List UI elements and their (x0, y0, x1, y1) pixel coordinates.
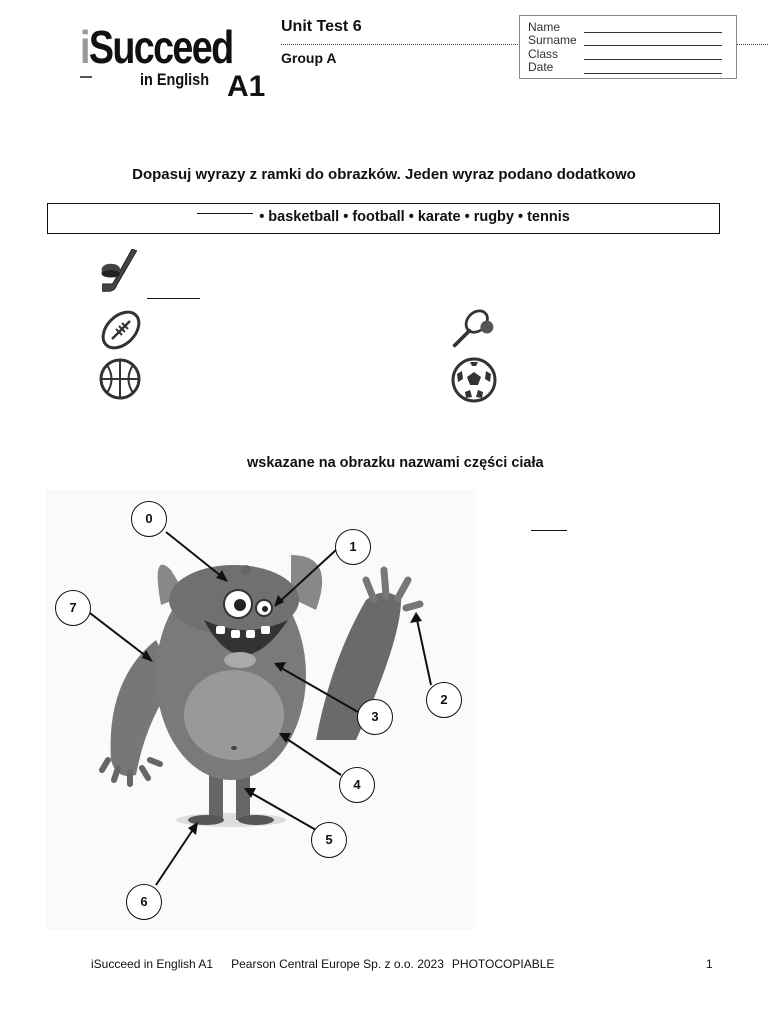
footer (91, 957, 572, 971)
hockey-icon (98, 249, 144, 295)
surname-field[interactable] (584, 45, 722, 46)
tennis-icon (451, 305, 497, 351)
label-5: 5 (311, 822, 347, 858)
group-label: Group A (281, 50, 337, 66)
label-0: 0 (131, 501, 167, 537)
class-field[interactable] (584, 59, 722, 60)
exercise1-instruction: Dopasuj wyrazy z ramki do obrazków. Jeden wyraz podano dodatkowo (132, 166, 636, 183)
footer-book: iSucceed in English A1 (91, 957, 214, 971)
logo-level: A1 (227, 70, 266, 103)
monster-illustration (46, 490, 476, 930)
example-blank (197, 213, 253, 214)
hockey-answer-line[interactable] (147, 298, 200, 299)
label-3: 3 (357, 699, 393, 735)
football-icon (451, 357, 497, 403)
page-number: 1 (706, 957, 713, 971)
rugby-ball-icon (98, 307, 144, 353)
name-field[interactable] (584, 32, 722, 33)
label-1: 1 (335, 529, 371, 565)
body-part-example-line[interactable] (531, 530, 567, 531)
basketball-icon (98, 357, 144, 403)
footer-note: PHOTOCOPIABLE (451, 957, 555, 971)
unit-title: Unit Test 6 (281, 18, 362, 35)
footer-publisher: Pearson Central Europe Sp. z o.o. 2023 (231, 957, 444, 971)
logo-underline (80, 76, 92, 78)
word-list-text: • basketball • football • karate • rugby • tennis (259, 209, 570, 225)
logo-brand: iSucceed (80, 21, 233, 73)
label-4: 4 (339, 767, 375, 803)
label-7: 7 (55, 590, 91, 626)
class-label: Class (528, 47, 559, 61)
surname-label: Surname (528, 33, 577, 47)
exercise2-instruction: wskazane na obrazku nazwami części ciała (247, 455, 544, 471)
word-box (47, 203, 720, 234)
logo-subtitle: in English (140, 70, 210, 89)
date-field[interactable] (584, 73, 722, 74)
label-6: 6 (126, 884, 162, 920)
name-label: Name (528, 20, 561, 34)
student-info-box (519, 15, 737, 79)
word-list (48, 209, 719, 225)
label-2: 2 (426, 682, 462, 718)
date-label: Date (528, 60, 554, 74)
logo (80, 21, 270, 106)
